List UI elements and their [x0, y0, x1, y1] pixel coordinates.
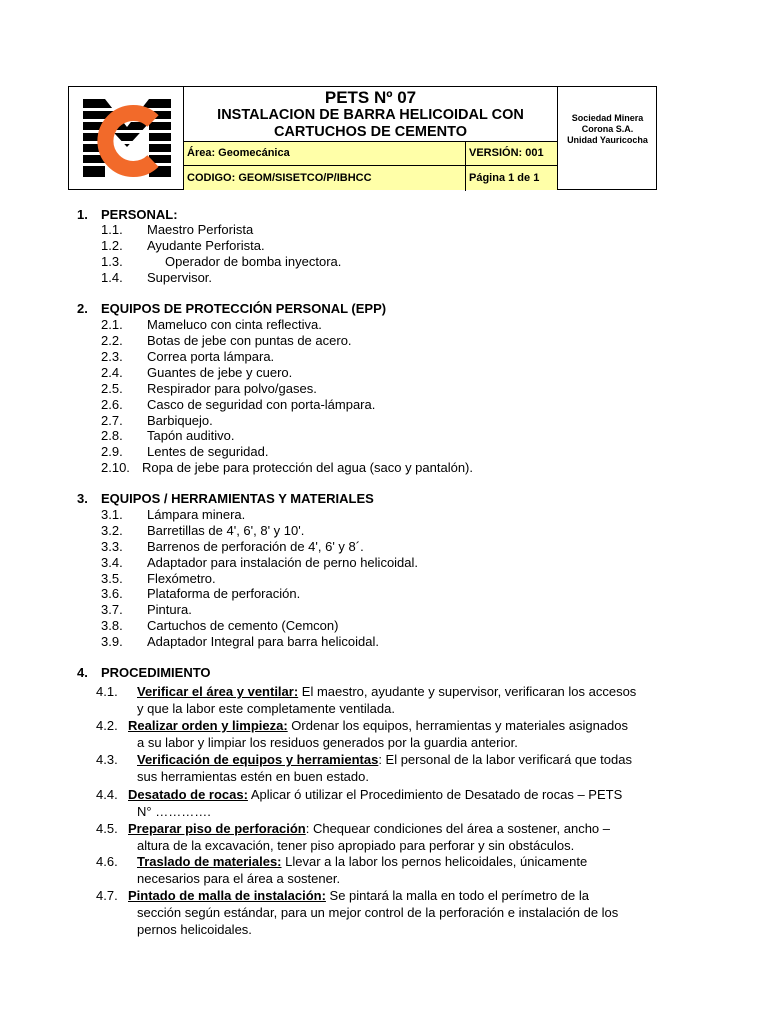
list-item: 3.6. Plataforma de perforación. — [101, 586, 301, 601]
list-item: 2.2. Botas de jebe con puntas de acero. — [101, 333, 352, 348]
list-item: 3.3. Barrenos de perforación de 4', 6' y 8´. — [101, 539, 364, 554]
list-item: 3.7. Pintura. — [101, 602, 192, 617]
list-item: 2.5. Respirador para polvo/gases. — [101, 381, 317, 396]
procedure-step: 4.3. Verificación de equipos y herramientas: El personal de la labor verificará que todas sus herramientas estén en buen estado. — [96, 752, 632, 784]
procedure-step: 4.1. Verificar el área y ventilar: El maestro, ayudante y supervisor, verificaran los accesos y que la labor este completamente ventilada. — [96, 684, 637, 716]
list-item: 2.8. Tapón auditivo. — [101, 428, 235, 443]
section-title: 1. PERSONAL: — [77, 207, 178, 222]
list-item: 2.10. Ropa de jebe para protección del agua (saco y pantalón). — [101, 460, 473, 475]
procedure-step: 4.2. Realizar orden y limpieza: Ordenar los equipos, herramientas y materiales asignados a su labor y limpiar los residuos generados por la guardia anterior. — [96, 718, 629, 750]
list-item: 3.8. Cartuchos de cemento (Cemcon) — [101, 618, 339, 633]
document-subtitle-line1: INSTALACION DE BARRA HELICOIDAL CON — [217, 107, 524, 123]
document-subtitle-line2: CARTUCHOS DE CEMENTO — [273, 124, 468, 140]
header-center — [184, 87, 558, 190]
header-row-area — [184, 141, 557, 165]
document-header — [68, 86, 657, 190]
list-item: 3.1. Lámpara minera. — [101, 507, 246, 522]
company-line1: Sociedad Minera — [571, 113, 644, 123]
list-item: 2.9. Lentes de seguridad. — [101, 444, 269, 459]
company-logo — [69, 87, 184, 190]
list-item: 2.1. Mameluco con cinta reflectiva. — [101, 317, 322, 332]
page-label: Página 1 de 1 — [469, 172, 540, 184]
list-item: 1.2. Ayudante Perforista. — [101, 238, 265, 253]
header-row-code — [184, 165, 557, 190]
document-title: PETS Nº 07 — [324, 88, 417, 107]
section-title: 4. PROCEDIMIENTO — [77, 665, 211, 680]
company-line3: Unidad Yauricocha — [567, 135, 648, 145]
list-item: 2.6. Casco de seguridad con porta-lámpara. — [101, 397, 376, 412]
list-item: 1.1. Maestro Perforista — [101, 222, 254, 237]
list-item: 3.4. Adaptador para instalación de perno helicoidal. — [101, 555, 419, 570]
list-item: 3.2. Barretillas de 4', 6', 8' y 10'. — [101, 523, 305, 538]
procedure-step: 4.6. Traslado de materiales: Llevar a la labor los pernos helicoidales, únicamente necesarios para el área a sostener. — [96, 854, 588, 886]
company-info — [558, 87, 657, 190]
list-item: 2.3. Correa porta lámpara. — [101, 349, 275, 364]
section-title: 3. EQUIPOS / HERRAMIENTAS Y MATERIALES — [77, 491, 374, 506]
procedure-step: 4.5. Preparar piso de perforación: Chequear condiciones del área a sostener, ancho – altura de la excavación, tener piso apropiado para perforar y sin obstáculos. — [96, 821, 610, 853]
list-item: 1.4. Supervisor. — [101, 270, 213, 285]
section-title: 2. EQUIPOS DE PROTECCIÓN PERSONAL (EPP) — [77, 301, 387, 316]
list-item: 2.4. Guantes de jebe y cuero. — [101, 365, 293, 380]
area-label: Área: Geomecánica — [184, 142, 466, 165]
company-logo-icon — [83, 99, 171, 177]
list-item: 2.7. Barbiquejo. — [101, 413, 213, 428]
company-line2: Corona S.A. — [581, 124, 634, 134]
header-title-block — [184, 87, 557, 141]
code-label: CODIGO: GEOM/SISETCO/P/IBHCC — [184, 166, 466, 191]
procedure-step: 4.7. Pintado de malla de instalación: Se pintará la malla en todo el perímetro de la sección según estándar, para un mejor control de la perforación e instalación de los pernos helicoidales. — [96, 888, 619, 937]
procedure-step: 4.4. Desatado de rocas: Aplicar ó utilizar el Procedimiento de Desatado de rocas – PETS N° …………. — [96, 787, 623, 819]
list-item: 1.3. Operador de bomba inyectora. — [101, 254, 342, 269]
version-label: VERSIÓN: 001 — [469, 147, 544, 159]
list-item: 3.5. Flexómetro. — [101, 571, 216, 586]
list-item: 3.9. Adaptador Integral para barra helicoidal. — [101, 634, 379, 649]
